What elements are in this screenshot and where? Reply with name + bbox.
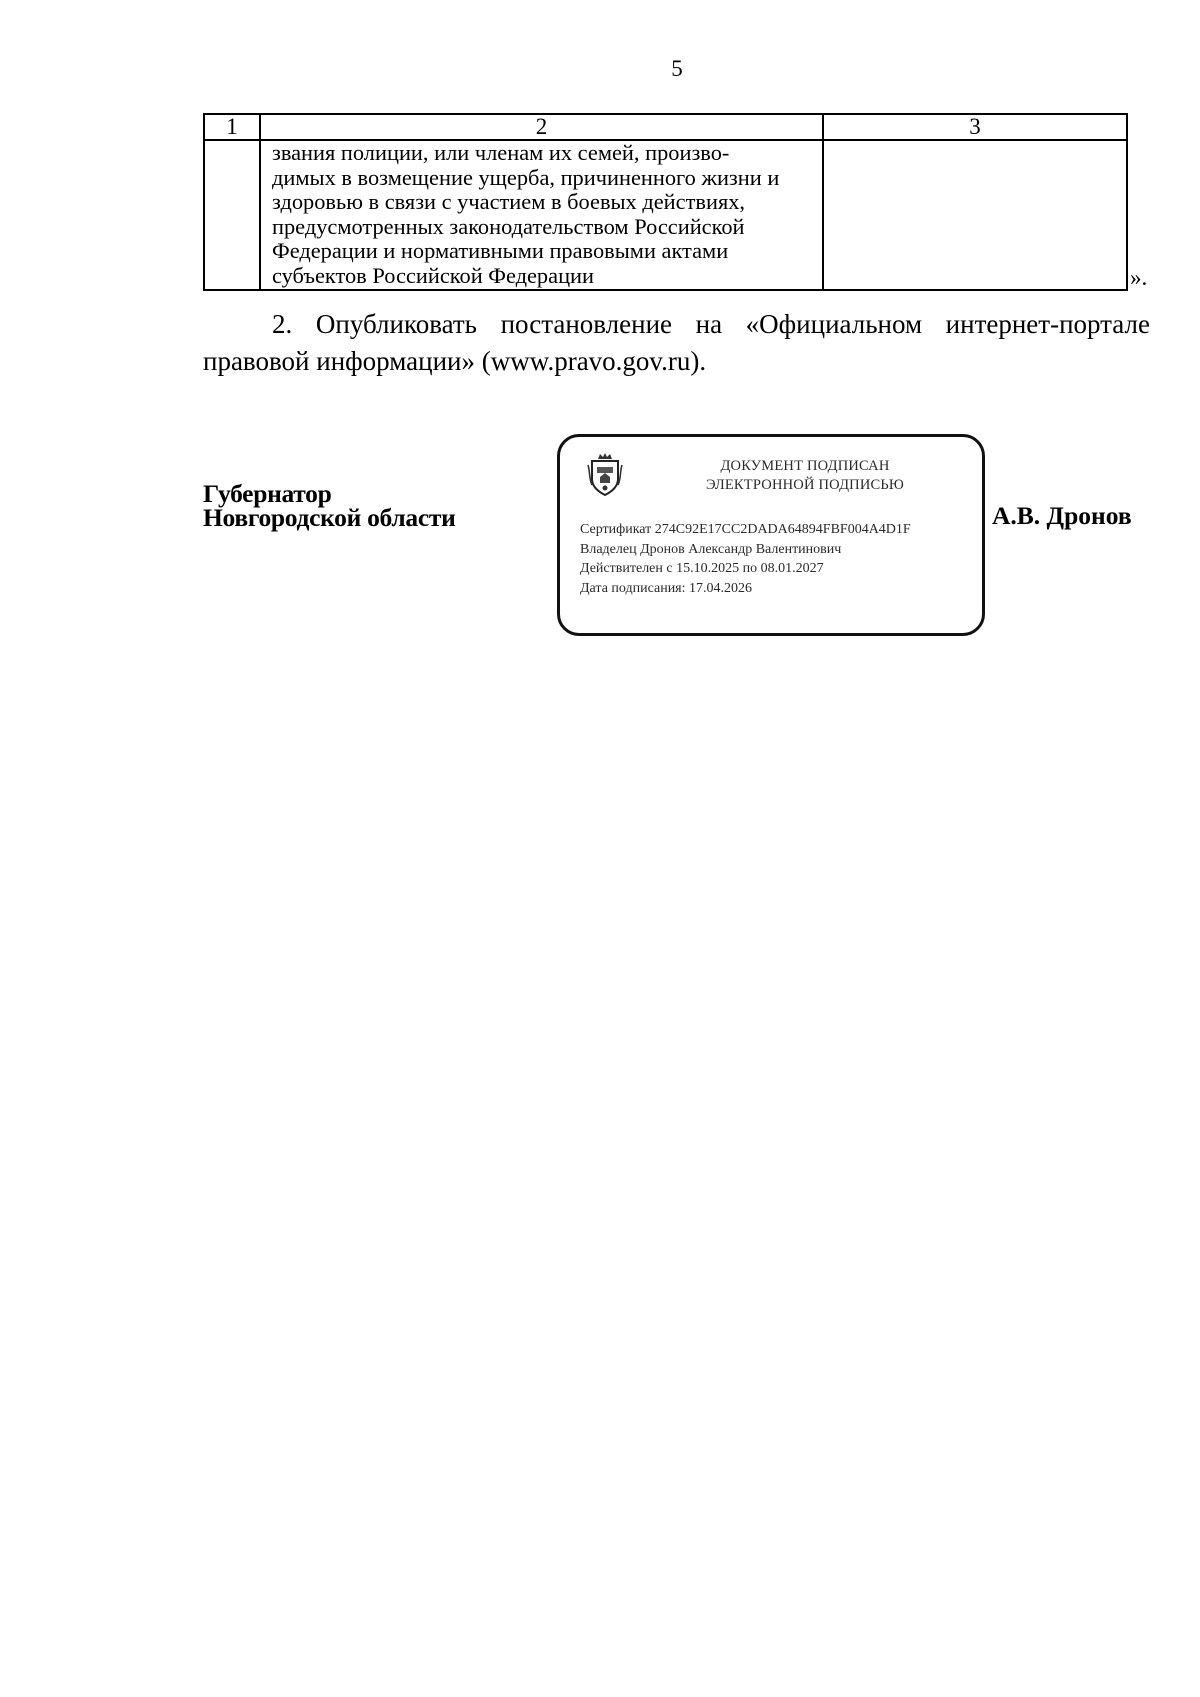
text-line: субъектов Российской Федерации <box>272 262 595 288</box>
text-line: звания полиции, или членам их семей, произво- <box>272 140 730 165</box>
stamp-heading-line-2: ЭЛЕКТРОННОЙ ПОДПИСЬЮ <box>705 477 905 493</box>
text-line: здоровью в связи с участием в боевых действиях, <box>272 189 746 215</box>
stamp-owner: Владелец Дронов Александр Валентинович <box>580 542 842 557</box>
table-header-col-1: 1 <box>204 114 260 140</box>
coat-of-arms-icon <box>586 451 624 497</box>
text-line: предусмотренных законодательством Российской <box>272 213 745 239</box>
publication-paragraph <box>203 306 1150 380</box>
table-row <box>204 140 1127 290</box>
stamp-heading-line-1: ДОКУМЕНТ ПОДПИСАН <box>720 458 890 474</box>
stamp-signed-date: Дата подписания: 17.04.2026 <box>580 581 753 596</box>
table-cell-col-2 <box>260 140 823 290</box>
signatory-title <box>203 479 456 532</box>
table-cell-col-3 <box>823 140 1127 290</box>
signatory-title-line-1: Губернатор <box>203 479 332 508</box>
stamp-certificate: Сертификат 274C92E17CC2DADA64894FBF004A4D1F <box>580 522 911 537</box>
table-cell-col-1 <box>204 140 260 290</box>
text-line: димых в возмещение ущерба, причиненного жизни и <box>272 164 780 190</box>
paragraph-text: 2. Опубликовать постановление на «Официальном интернет-портале правовой информации» (www.pravo.gov.ru). <box>203 309 1150 376</box>
table-header-col-2: 2 <box>260 114 823 140</box>
document-table <box>203 113 1128 291</box>
closing-quote: ». <box>1130 265 1148 290</box>
page-number: 5 <box>671 56 683 81</box>
stamp-validity: Действителен с 15.10.2025 по 08.01.2027 <box>580 561 824 576</box>
signer-name: А.В. Дронов <box>992 501 1132 530</box>
electronic-signature-stamp <box>557 434 985 636</box>
table-header-row <box>204 114 1127 140</box>
table-header-col-3: 3 <box>823 114 1127 140</box>
text-line: Федерации и нормативными правовыми актами <box>272 238 729 264</box>
table-cell-text <box>261 141 822 289</box>
signatory-title-line-2: Новгородской области <box>203 503 456 532</box>
